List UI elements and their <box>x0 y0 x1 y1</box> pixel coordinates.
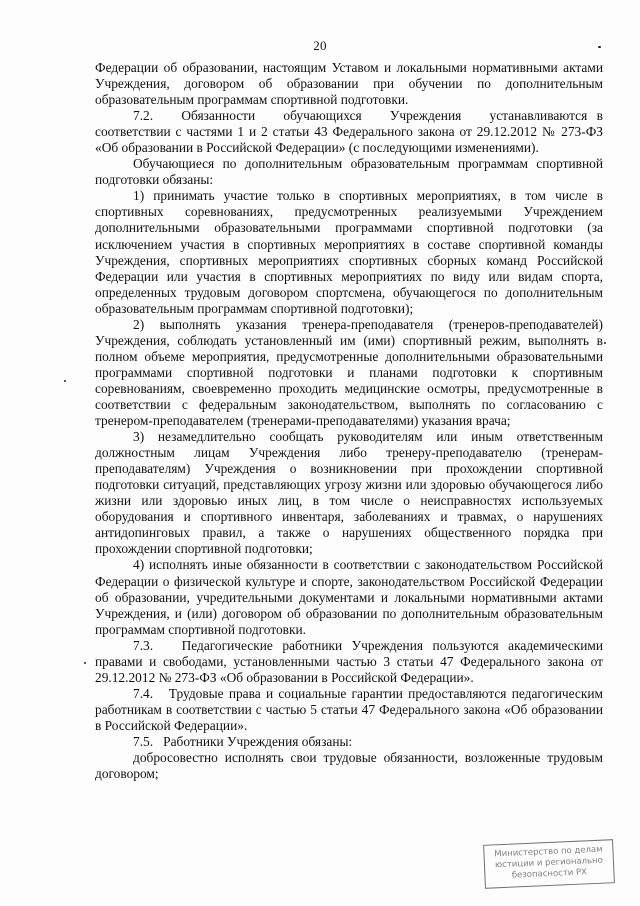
obligation-item-2: 2) выполнять указания тренера-преподавателя (тренеров-преподавателей) Учреждения, соблюдать установленный им (ими) спортивный режим, выполнять в полном объеме мероприятия, предусмотренные дополнительными образовательными программами спортивной подготовки и планами подготовки к спортивным соревнованиям, своевременно проходить медицинские осмотры, предусмотренные в соответствии с федеральным законодательством, выполнять по согласованию с тренером-преподавателем (тренерами-преподавателями) указания врача; <box>95 316 603 429</box>
scan-speck <box>604 342 606 344</box>
paragraph-workers-duty: добросовестно исполнять свои трудовые обязанности, возложенные трудовым договором; <box>95 750 603 782</box>
scan-speck <box>84 662 86 664</box>
obligation-item-3: 3) незамедлительно сообщать руководителям или иным ответственным должностным лицам Учреждения либо тренеру-преподавателю (тренерам-преподавателям) Учреждения о возникновении при прохождении спортивной подготовки ситуаций, представляющих угрозу жизни или здоровью обучающегося либо жизни или здоровью иных лиц, в том числе о неисправностях используемых оборудования и спортивного инвентаря, заболеваниях и травмах, о нарушениях антидопинговых правил, а также о нарушениях общественного порядка при прохождении спортивной подготовки; <box>95 429 603 557</box>
paragraph-7-4: 7.4. Трудовые права и социальные гарантии предоставляются педагогическим работникам в соответствии с частью 5 статьи 47 Федерального закона «Об образовании в Российской Федерации». <box>95 685 603 733</box>
scan-speck <box>64 380 66 382</box>
stamp-line: Министерство по делам <box>494 844 603 860</box>
registration-stamp <box>483 839 615 889</box>
stamp-line: юстиции и регионально <box>494 855 604 871</box>
page-number: 20 <box>313 38 327 53</box>
document-body <box>95 60 603 782</box>
paragraph-7-3: 7.3. Педагогические работники Учреждения пользуются академическими правами и свободами, установленными частью 3 статьи 47 Федерального закона от 29.12.2012 № 273-ФЗ «Об образовании в Российской Федерации». <box>95 637 603 685</box>
paragraph-7-5: 7.5. Работники Учреждения обязаны: <box>133 733 353 749</box>
paragraph-students-obligations: Обучающиеся по дополнительным образовательным программам спортивной подготовки обязаны: <box>95 156 603 188</box>
stamp-line: безопасности РХ <box>511 867 588 881</box>
paragraph-7-2: 7.2. Обязанности обучающихся Учреждения устанавливаются в соответствии с частями 1 и 2 статьи 43 Федерального закона от 29.12.2012 № 273-ФЗ «Об образовании в Российской Федерации» (с последующими изменениями). <box>95 108 603 156</box>
obligation-item-4: 4) исполнять иные обязанности в соответствии с законодательством Российской Федерации о физической культуре и спорте, законодательством Российской Федерации об образовании, учредительными документами и локальными нормативными актами Учреждения, и (или) договором об образовании по дополнительным образовательным программам спортивной подготовки. <box>95 557 603 637</box>
paragraph-continuation: Федерации об образовании, настоящим Уставом и локальными нормативными актами Учреждения, договором об образовании при обучении по дополнительным образовательным программам спортивной подготовки. <box>95 60 603 108</box>
obligation-item-1: 1) принимать участие только в спортивных мероприятиях, в том числе в спортивных соревнованиях, предусмотренных реализуемыми Учреждением дополнительными образовательными программами спортивной подготовки (за исключением участия в спортивных мероприятиях в составе спортивной команды Учреждения, спортивных мероприятиях спортивных сборных команд Российской Федерации или участия в спортивных мероприятиях по виду или видам спорта, определенных трудовым договором спортсмена, обучающегося по дополнительным образовательным программам спортивной подготовки); <box>95 188 603 316</box>
scan-speck <box>598 46 601 48</box>
